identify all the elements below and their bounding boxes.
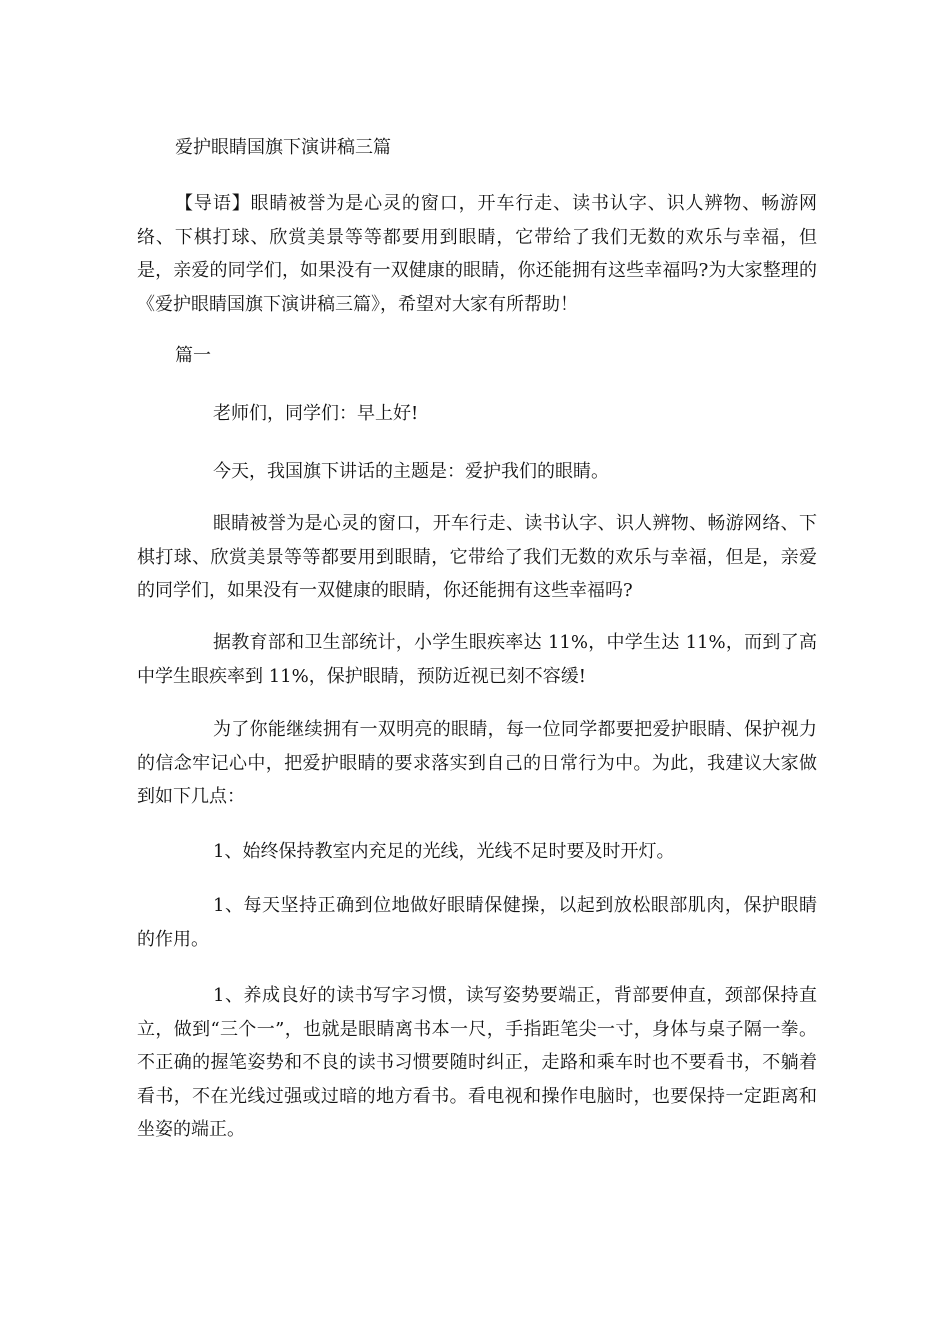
section-heading: 篇一 — [175, 345, 211, 366]
list-item-eye-exercise: 1、每天坚持正确到位地做好眼睛保健操，以起到放松眼部肌肉，保护眼睛的作用。 — [137, 895, 817, 950]
body-paragraph-theme: 今天，我国旗下讲话的主题是：爱护我们的眼睛。 — [213, 461, 609, 482]
intro-text: 眼睛被誉为是心灵的窗口，开车行走、读书认字、识人辨物、畅游网络、下棋打球、欣赏美景等等都要用到眼睛，它带给了我们无数的欢乐与幸福，但是，亲爱的同学们，如果没有一双健康的眼睛，你还能拥有这些幸福吗?为大家整理的《爱护眼睛国旗下演讲稿三篇》，希望对大家有所帮助！ — [137, 193, 818, 315]
body-paragraph-statistics: 据教育部和卫生部统计，小学生眼疾率达 11%，中学生达 11%，而到了高中学生眼疾率到 11%，保护眼睛，预防近视已刻不容缓! — [137, 632, 817, 687]
intro-paragraph — [137, 187, 817, 321]
body-paragraph-greeting: 老师们，同学们：早上好! — [213, 403, 419, 424]
list-item-reading-habits: 1、养成良好的读书写字习惯，读写姿势要端正，背部要伸直，颈部保持直立，做到“三个一”，也就是眼睛离书本一尺，手指距笔尖一寸，身体与桌子隔一拳。不正确的握笔姿势和不良的读书习惯要随时纠正，走路和乘车时也不要看书，不躺着看书，不在光线过强或过暗的地方看书。看电视和操作电脑时，也要保持一定距离和坐姿的端正。 — [137, 985, 817, 1140]
body-paragraph-eyes-window: 眼睛被誉为是心灵的窗口，开车行走、读书认字、识人辨物、畅游网络、下棋打球、欣赏美景等等都要用到眼睛，它带给了我们无数的欢乐与幸福，但是，亲爱的同学们，如果没有一双健康的眼睛，你还能拥有这些幸福吗? — [137, 513, 817, 601]
intro-label: 【导语】 — [175, 193, 251, 214]
list-item-lighting: 1、始终保持教室内充足的光线，光线不足时要及时开灯。 — [213, 841, 675, 862]
document-title: 爱护眼睛国旗下演讲稿三篇 — [175, 137, 391, 158]
body-paragraph-suggestion: 为了你能继续拥有一双明亮的眼睛，每一位同学都要把爱护眼睛、保护视力的信念牢记心中，把爱护眼睛的要求落实到自己的日常行为中。为此，我建议大家做到如下几点： — [137, 719, 817, 807]
